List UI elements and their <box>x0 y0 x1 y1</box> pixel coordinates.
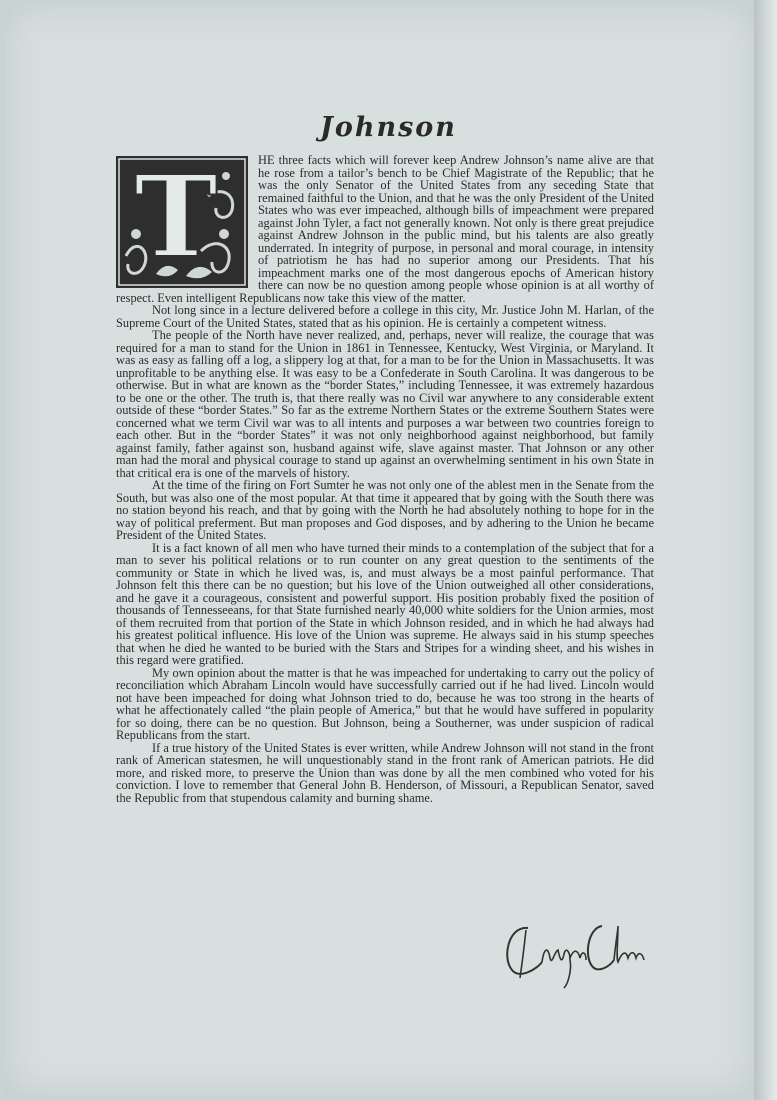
paragraph-1: HE three facts which will forever keep Andrew Johnson’s name alive are that he rose from a tailor’s bench to be Chief Magistrate of the Republic; that he was the only Senator of the United States from any seceding State that remained faithful to the Union, and that he was the only President of the United States who was ever impeached, although bills of impeachment were prepared against John Tyler, a fact not generally known. Not only is there great prejudice against Andrew Johnson in the public mind, but his talents are also greatly underrated. In integrity of purpose, in personal and moral courage, in intensity of patriotism he has had no superior among our Presidents. That his impeachment marks one of the most dangerous epochs of American history there can now be no question among people whose opinion is at all worthy of respect. Even intelligent Republicans now take this view of the matter. <box>116 153 654 305</box>
article-body <box>116 154 654 804</box>
drop-cap-glyph: T <box>134 156 218 283</box>
drop-cap-letter-t <box>116 156 248 288</box>
signature <box>498 908 658 998</box>
paragraph-5: It is a fact known of all men who have turned their minds to a contemplation of the subject that for a man to sever his political relations or to run counter on any great question to the sentiments of the community or State in which he lived was, is, and must always be a most painful performance. That Johnson felt this there can be no question; but his love of the Union outweighed all other considerations, and he gave it a courageous, consistent and powerful support. His position probably fixed the position of thousands of Tennesseeans, for that State furnished nearly 40,000 white soldiers for the Union armies, most of them recruited from that portion of the State in which Johnson resided, and in which he had always had his greatest political influence. His love of the Union was supreme. He always said in his stump speeches that when he died he wanted to be buried with the Stars and Stripes for a winding sheet, and his wishes in this regard were gratified. <box>116 540 654 667</box>
page-edge <box>754 0 777 1100</box>
paragraph-6: My own opinion about the matter is that he was impeached for undertaking to carry out the policy of reconciliation which Abraham Lincoln would have successfully carried out if he had lived. Lincoln would not have been impeached for doing what Johnson tried to do, because he was too strong in the hearts of what he affectionately called “the plain people of America,” but that he would have suffered in popularity for so doing, there can be no question. But Johnson, being a Southerner, was under suspicion of radical Republicans from the start. <box>116 665 654 742</box>
paragraph-4: At the time of the firing on Fort Sumter he was not only one of the ablest men in the Senate from the South, but was also one of the most popular. At that time it appeared that by going with the South there was no station beyond his reach, and that by going with the North he had absolutely nothing to hope for in the way of political preferment. But man proposes and God disposes, and by adhering to the Union he became President of the United States. <box>116 478 654 542</box>
paragraph-3: The people of the North have never realized, and, perhaps, never will realize, the courage that was required for a man to stand for the Union in 1861 in Tennessee, Kentucky, West Virginia, or Maryland. It was as easy as falling off a log, a slippery log at that, for a man to be for the Union in Massachusetts. It was unprofitable to be anything else. It was easy to be a Confederate in South Carolina. It was dangerous to be otherwise. But in what are known as the “border States,” including Tennessee, it was extremely hazardous to be one or the other. The truth is, that there really was no Civil war anywhere to any considerable extent outside of these “border States.” So far as the extreme Northern States or the extreme Southern States were concerned what we term Civil war was to all intents and purposes a war between two countries foreign to each other. But in the “border States” it was not only neighborhood against neighborhood, but family against family, father against son, husband against wife, slave against master. That Johnson or any other man had the moral and physical courage to stand up against an overwhelming sentiment in his own State in that critical era is one of the marvels of history. <box>116 328 654 480</box>
page-title: Johnson <box>320 112 457 143</box>
paragraph-7: If a true history of the United States is ever written, while Andrew Johnson will not stand in the front rank of American statesmen, he will unquestionably stand in the front rank of American patriots. He did more, and risked more, to preserve the Union than was done by all the men combined who voted for his conviction. I love to remember that General John B. Henderson, of Missouri, a Republican Senator, saved the Republic from that stupendous calamity and burning shame. <box>116 740 654 805</box>
paragraph-2: Not long since in a lecture delivered before a college in this city, Mr. Justice John M. Harlan, of the Supreme Court of the United States, stated that as his opinion. He is certainly a competent witness. <box>116 303 654 330</box>
